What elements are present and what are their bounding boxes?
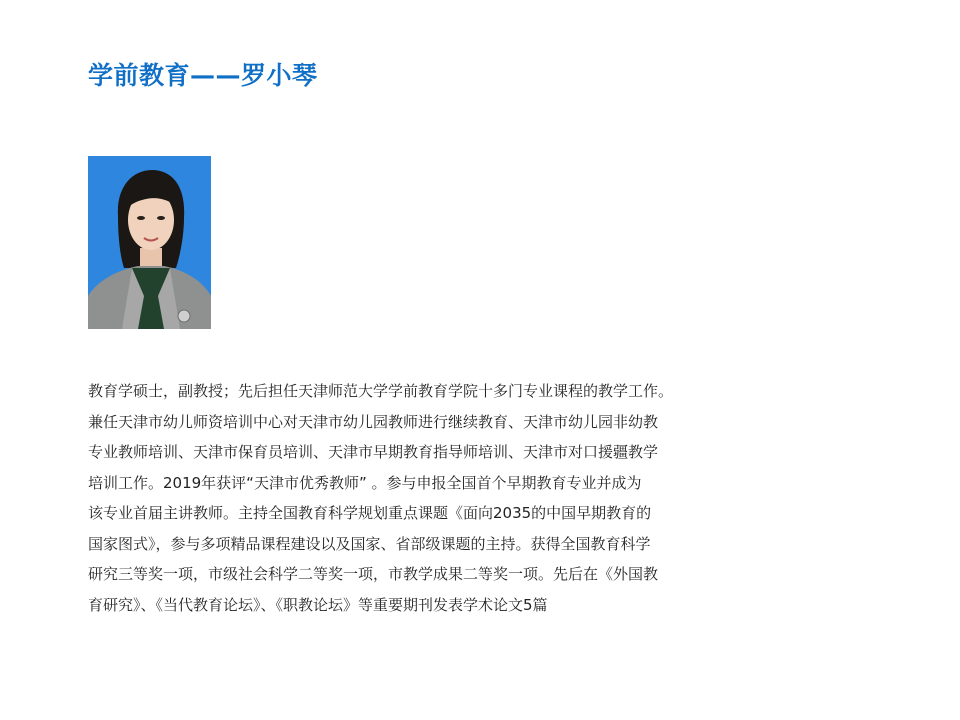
portrait-illustration [88, 156, 211, 329]
bio-line: 培训工作。2019年获评“天津市优秀教师” 。参与申报全国首个早期教育专业并成为 [88, 473, 642, 492]
bio-line: 教育学硕士，副教授；先后担任天津师范大学学前教育学院十多门专业课程的教学工作。 [88, 382, 674, 400]
bio-line: 该专业首届主讲教师。主持全国教育科学规划重点课题《面向2035的中国早期教育的 [88, 504, 652, 522]
page-title: 学前教育——罗小琴 [88, 61, 318, 90]
bio-line: 专业教师培训、天津市保育员培训、天津市早期教育指导师培训、天津市对口援疆教学 [88, 443, 659, 461]
bio-line: 国家图式》，参与多项精品课程建设以及国家、省部级课题的主持。获得全国教育科学 [88, 534, 651, 553]
portrait-photo [88, 156, 211, 329]
bio-line: 育研究》、《当代教育论坛》、《职教论坛》等重要期刊发表学术论文5篇 [88, 595, 548, 614]
bio-line: 研究三等奖一项，市级社会科学二等奖一项，市教学成果二等奖一项。先后在《外国教 [88, 565, 659, 583]
bio-line: 兼任天津市幼儿师资培训中心对天津市幼儿园教师进行继续教育、天津市幼儿园非幼教 [88, 412, 659, 431]
biography-text [88, 376, 718, 620]
